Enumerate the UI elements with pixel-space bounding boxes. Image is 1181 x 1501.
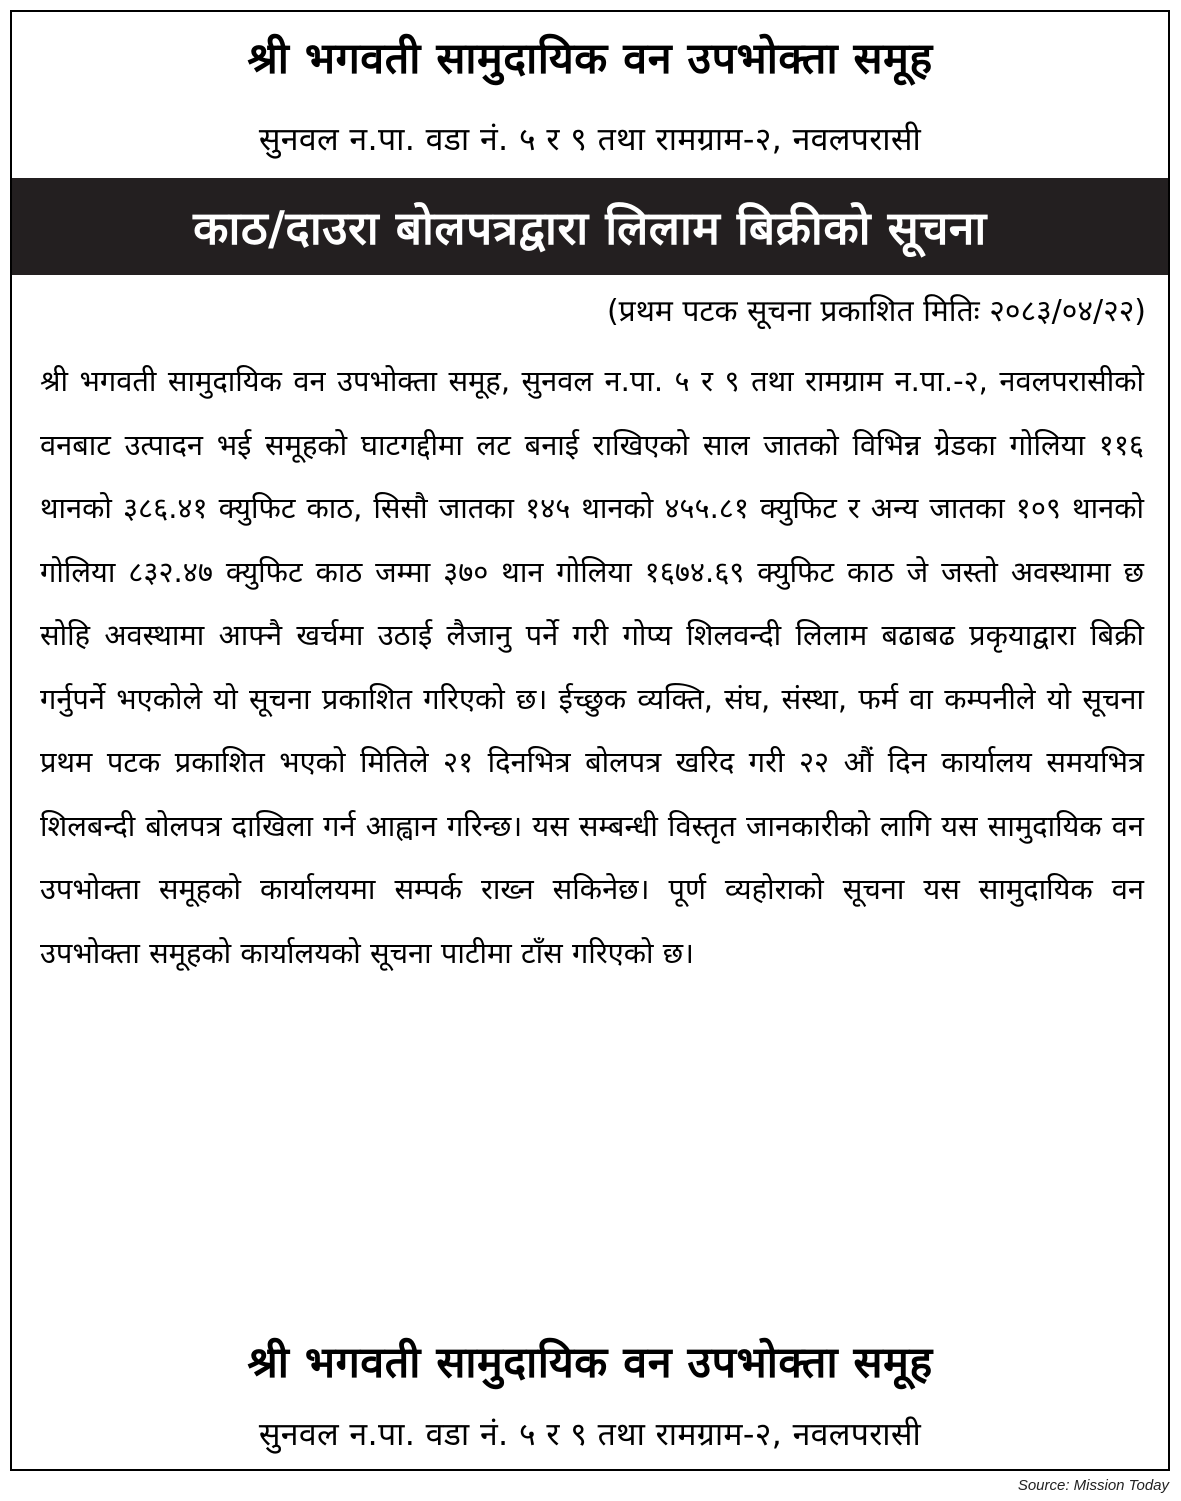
source-credit: Source: Mission Today xyxy=(1017,1477,1169,1494)
header-organization-title: श्री भगवती सामुदायिक वन उपभोक्ता समूह xyxy=(247,34,933,84)
notice-banner xyxy=(12,178,1168,275)
notice-frame xyxy=(10,10,1170,1471)
footer-organization-title: श्री भगवती सामुदायिक वन उपभोक्ता समूह xyxy=(247,1338,933,1388)
footer-organization-address: सुनवल न.पा. वडा नं. ५ र ९ तथा रामग्राम-२, नवलपरासी xyxy=(258,1415,922,1453)
banner-title: काठ/दाउरा बोलपत्रद्वारा लिलाम बिक्रीको सूचना xyxy=(193,200,987,255)
notice-body: श्री भगवती सामुदायिक वन उपभोक्ता समूह, सुनवल न.पा. ५ र ९ तथा रामग्राम न.पा.-२, नवलपरासीको वनबाट उत्पादन भई समूहको घाटगद्दीमा लट बनाई राखिएको साल जातको विभिन्न ग्रेडका गोलिया ११६ थानको ३८६.४१ क्युफिट काठ, सिसौ जातका १४५ थानको ४५५.८१ क्युफिट र अन्य जातका १०९ थानको गोलिया ८३२.४७ क्युफिट काठ जम्मा ३७० थान गोलिया १६७४.६९ क्युफिट काठ जे जस्तो अवस्थामा छ सोहि अवस्थामा आफ्नै खर्चमा उठाई लैजानु पर्ने गरी गोप्य शिलवन्दी लिलाम बढाबढ प्रकृयाद्वारा बिक्री गर्नुपर्ने भएकोले यो सूचना प्रकाशित गरिएको छ। ईच्छुक व्यक्ति, संघ, संस्था, फर्म वा कम्पनीले यो सूचना प्रथम पटक प्रकाशित भएको मितिले २१ दिनभित्र बोलपत्र खरिद गरी २२ औं दिन कार्यालय समयभित्र शिलबन्दी बोलपत्र दाखिला गर्न आह्वान गरिन्छ। यस सम्बन्धी विस्तृत जानकारीको लागि यस सामुदायिक वन उपभोक्ता समूहको कार्यालयमा सम्पर्क राख्न सकिनेछ। पूर्ण व्यहोराको सूचना यस सामुदायिक वन उपभोक्ता समूहको कार्यालयको सूचना पाटीमा टाँस गरिएको छ। xyxy=(40,364,1144,970)
header-organization-address: सुनवल न.पा. वडा नं. ५ र ९ तथा रामग्राम-२, नवलपरासी xyxy=(258,120,922,158)
publication-date-line: (प्रथम पटक सूचना प्रकाशित मितिः २०८३/०४/२२) xyxy=(606,294,1146,329)
